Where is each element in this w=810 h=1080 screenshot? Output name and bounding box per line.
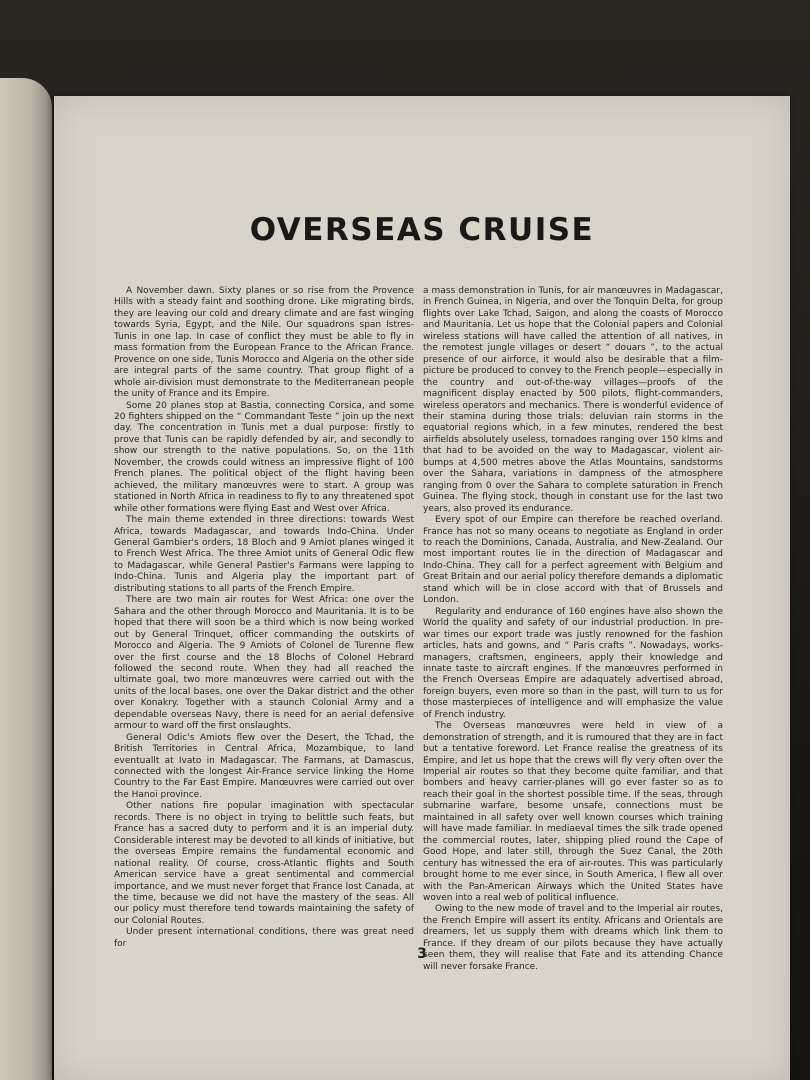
paragraph: A November dawn. Sixty planes or so rise from the Provence Hills with a steady faint and soothing drone. Like migrating birds, they are leaving our cold and dreary climate and are fast winging towards Syria, Egypt, and the Nile. Our squadrons span Istres-Tunis in one lap. In case of conflict they must be able to fly in mass formation from the European France to the African France. Provence on one side, Tunis Morocco and Algeria on the other side are integral parts of the same country. That group flight of a whole air-division must demonstrate to the Mediterranean people the unity of France and its Empire.: [114, 286, 414, 400]
paragraph: Owing to the new mode of travel and to the Imperial air routes, the French Empire will assert its entity. Africans and Orientals are dreamers, let us supply them with dreams which link them to France. If they dream of our pilots because they have actually seen them, they will realise that Fate and its attending Chance will never forsake France.: [423, 904, 723, 972]
page-number: 3: [417, 946, 427, 962]
paragraph: Every spot of our Empire can therefore be reached overland. France has not so many oceans to negotiate as England in order to reach the Dominions, Canada, Australia, and New-Zealand. Our most important routes lie in the direction of Madagascar and Indo-China. They call for a perfect agreement with Belgium and Great Britain and our aerial policy therefore demands a diplomatic stand which will be in close accord with that of Brussels and London.: [423, 515, 723, 606]
paragraph: Other nations fire popular imagination with spectacular records. There is no object in trying to belittle such feats, but France has a sacred duty to perform and it is an imperial duty. Considerable interest may be devoted to all kinds of initiative, but the overseas Empire remains the fundamental economic and national reality. Of course, cross-Atlantic flights and South American service have a great sentimental and commercial importance, and we must never forget that France lost Canada, at the time, because we did not have the mastery of the seas. All our policy must therefore tend towards maintaining the safety of our Colonial Routes.: [114, 801, 414, 926]
paragraph: The Overseas manœuvres were held in view of a demonstration of strength, and it is rumoured that they are in fact but a tentative foreword. Let France realise the greatness of its Empire, and let us hope that the crews will fly very often over the Imperial air routes so that they become quite familiar, and that bombers and heavy carrier-planes will go ever faster so as to reach their goal in the shortest possible time. If the seas, through submarine warfare, besome unsafe, connections must be maintained in all safety over well known courses which training will have made familiar. In mediaeval times the silk trade opened the commercial routes, later, shipping plied round the Cape of Good Hope, and later still, through the Suez Canal, the 20th century has witnessed the era of air-routes. This was particularly brought home to me ever since, in South America, I flew all over with the Pan-American Airways which the United States have woven into a real web of political influence.: [423, 721, 723, 904]
left-text-column: [114, 286, 414, 950]
facing-page-edge: [0, 78, 52, 1080]
document-page: [54, 96, 790, 1080]
paragraph: The main theme extended in three directions: towards West Africa, towards Madagascar, and towards Indo-China. Under General Gambier's orders, 18 Bloch and 9 Amiot planes winged it to French West Africa. The three Amiot units of General Odic flew to Madagascar, while General Pastier's Farmans were lapping to Indo-China. Tunis and Algeria play the important part of distributing stations to all parts of the French Empire.: [114, 515, 414, 594]
right-text-column: [423, 286, 723, 973]
paragraph: Some 20 planes stop at Bastia, connecting Corsica, and some 20 fighters shipped on the “ Commandant Teste ” join up the next day. The concentration in Tunis met a dual purpose: firstly to prove that Tunis can be rapidly defended by air, and secondly to show our strength to the native populations. So, on the 11th November, the crowds could witness an impressive flight of 100 French planes. The political object of the flight having been achieved, the military manœuvres were to start. A group was stationed in North Africa in readiness to fly to any threatened spot while other formations were flying East and West over Africa.: [114, 400, 414, 514]
page-title: OVERSEAS CRUISE: [249, 212, 595, 248]
paragraph: There are two main air routes for West Africa: one over the Sahara and the other through Morocco and Mauritania. It is to be hoped that there will soon be a third which is now being worked out by General Trinquet, officer commanding the outskirts of Morocco and Algeria. The 9 Amiots of Colonel de Turenne flew over the first course and the 18 Blochs of Colonel Hebrard followed the second route. When they had all reached the ultimate goal, two more manœuvres were carried out with the units of the local bases, one over the Dakar district and the other over Konakry. Together with a staunch Colonial Army and a dependable overseas Navy, there is need for an aerial defensive armour to ward off the first onslaughts.: [114, 595, 414, 732]
paragraph: a mass demonstration in Tunis, for air manœuvres in Madagascar, in French Guinea, in Nigeria, and over the Tonquin Delta, for group flights over Lake Tchad, Saigon, and along the coasts of Morocco and Mauritania. Let us hope that the Colonial papers and Colonial wireless stations will have called the attention of all natives, in the remotest jungle villages or desert “ douars ”, to the actual presence of our airforce, it would also be desirable that a film-picture be produced to convey to the French people—especially in the country and out-of-the-way villages—proofs of the magnificent display enacted by 500 pilots, flight-commanders, wireless operators and mechanics. There is wonderful evidence of their stamina during those trials: deluvian rain storms in the equatorial regions which, in a few minutes, rendered the best airfields absolutely useless, tornadoes ranging over 150 klms and that had to be avoided on the way to Madagascar, violent air-bumps at 4,500 metres above the Atlas Mountains, sandstorms over the Sahara, variations in dampness of the atmosphere ranging from 0 over the Sahara to complete saturation in French Guinea. The flying stock, though in constant use for the last two years, also proved its endurance.: [423, 286, 723, 514]
paragraph: General Odic's Amiots flew over the Desert, the Tchad, the British Territories in Central Africa, Mozambique, to land eventuallt at Ivato in Madagascar. The Farmans, at Damascus, connected with the longest Air-France service linking the Home Country to the Far East Empire. Manœuvres were carried out over the Hanoi province.: [114, 732, 414, 800]
paragraph: Regularity and endurance of 160 engines have also shown the World the quality and safety of our industrial production. In pre-war times our export trade was justly renowned for the fashion articles, hats and gowns, and “ Paris crafts ”. Nowadays, works-managers, craftsmen, engineers, apply their knowledge and innate taste to aircraft engines. If the manœuvres performed in the French Overseas Empire are adaquately advertised abroad, foreign buyers, even more so than in the past, will turn to us for those masterpieces of intelligence and will emphasize the value of French industry.: [423, 606, 723, 720]
paragraph: Under present international conditions, there was great need for: [114, 927, 414, 949]
